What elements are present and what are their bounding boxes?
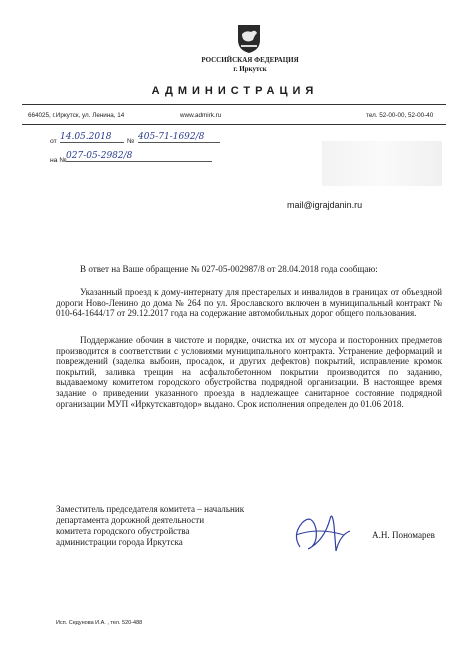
ref-on-number: 027-05-2982/8 (66, 151, 212, 162)
ref-from-date: 14.05.2018 (60, 132, 124, 143)
header-city: г. Иркутск (233, 65, 267, 73)
signature-line-4: администрации города Иркутска (56, 537, 183, 547)
signature-line-3: комитета городского обустройства (56, 526, 190, 536)
header-address: 664025, г.Иркутск, ул. Ленина, 14 (28, 112, 125, 119)
signature-line-2: департамента дорожной деятельности (56, 515, 205, 525)
ref-number-label: № (127, 138, 135, 145)
ref-on-label: на № (50, 157, 67, 164)
ref-number: 405-71-1692/8 (138, 132, 220, 143)
header-rule-bottom (22, 124, 446, 125)
signature-line-1: Заместитель председателя комитета – начальник (56, 504, 245, 514)
handwritten-signature (278, 505, 358, 560)
ref-from-label: от (50, 138, 57, 145)
signature-title (56, 504, 244, 548)
redacted-area (322, 141, 442, 186)
header-country: РОССИЙСКАЯ ФЕДЕРАЦИЯ (201, 56, 299, 64)
header-rule-top (22, 104, 446, 105)
body-paragraph-2: Указанный проезд к дому-интернату для престарелых и инвалидов в границах от объездной дороги Ново-Ленино до дома № 264 по ул. Ярославского включен в муниципальный контракт № 010-64-1644/17 от 29.12.2017 года на содержание автомобильных дорог общего пользования. (56, 287, 442, 319)
body-paragraph-1: В ответ на Ваше обращение № 027-05-002987/8 от 28.04.2018 года сообщаю: (80, 264, 378, 274)
recipient-email: mail@igrajdanin.ru (287, 200, 363, 210)
signer-name: А.Н. Пономарев (372, 530, 435, 540)
irkutsk-coat-of-arms-icon (236, 24, 262, 54)
body-paragraph-3: Поддержание обочин в чистоте и порядке, очистка их от мусора и посторонних предметов производится в соответствии с условиями муниципального контракта. Устранение деформаций и повреждений (заделка выбоин, просадок, и других дефектов) покрытий, исправление кромок покрытий, заливка трещин на асфальтобетонном покрытии производится по заданию, выдаваемому комитетом городского обустройства подрядной организации. В настоящее время задание о приведении указанного проезда в надлежащее санитарное состояние подрядной организации МУП «Иркутскавтодор» выдано. Срок исполнения определен до 01.06 2018. (56, 335, 442, 409)
header-phone: тел. 52-00-00, 52-00-40 (366, 112, 434, 119)
executor-info: Исп. Седунова И.А. , тел. 520-488 (56, 620, 143, 626)
header-org: АДМИНИСТРАЦИЯ (151, 85, 319, 97)
header-website: www.admirk.ru (180, 112, 222, 119)
